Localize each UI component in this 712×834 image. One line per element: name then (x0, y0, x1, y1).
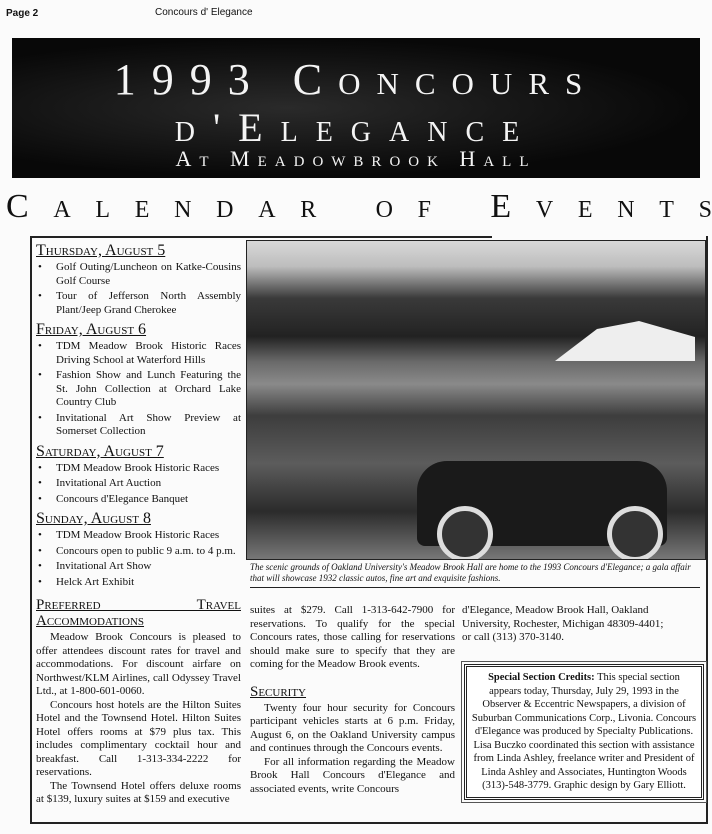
event-item: • Golf Outing/Luncheon on Katke-Cousins Golf Course (56, 261, 241, 288)
heading-letter (341, 188, 351, 226)
event-item: • Invitational Art Show Preview at Somerset Collection (56, 412, 241, 439)
credits-text: This special section appears today, Thursday, July 29, 1993 in the Observer & Eccentric Newspapers, a division of Suburban Communications Corp., Livonia. Concours d'Elegance was produced by Specialty Publications. Lisa Buczko coordinated this section with assistance from Linda Ashley, freelance writer and President of Linda Ashley and Associates, Huntington Woods (313)-548-3779. Graphic design by Gary Elliott. (471, 672, 697, 791)
heading-letter: E (490, 188, 512, 225)
heading-letter: s (698, 188, 712, 225)
heading-letter: l (95, 188, 111, 225)
event-item: • Tour of Jefferson North Assembly Plant/Jeep Grand Cherokee (56, 290, 241, 317)
heading-letter: n (617, 188, 635, 225)
title-banner (12, 38, 700, 178)
heading-letter: C (6, 188, 29, 225)
heading-letter: o (375, 188, 393, 225)
left-column (36, 238, 241, 807)
event-photo (246, 240, 706, 560)
travel-section (36, 597, 241, 807)
day-heading: Thursday, August 5 (36, 242, 166, 259)
page-number: Page 2 (6, 8, 39, 19)
running-title: Concours d' Elegance (155, 7, 253, 18)
paragraph: suites at $279. Call 1-313-642-7900 for reservations. To qualify for the special Concours rates, those calling for reservations should make sure to specify that they are coming for the Meadow Brook events. (250, 604, 455, 670)
paragraph: Concours host hotels are the Hilton Suites Hotel and the Townsend Hotel. Hilton Suites Hotel offers rooms at $79 plus tax. This includes complimentary cocktail hour and breakfast. Call 1-313-334-2222 for reservations. (36, 698, 241, 778)
column-2 (250, 604, 455, 796)
event-item: • TDM Meadow Brook Historic Races (56, 529, 241, 543)
heading-letter: a (53, 188, 71, 225)
event-list (36, 462, 241, 507)
banner-line-3: At Meadowbrook Hall (175, 146, 537, 171)
paragraph: The Townsend Hotel offers deluxe rooms at $139, luxury suites at $159 and executive (36, 779, 241, 805)
heading-letter: a (258, 188, 276, 225)
paragraph: Twenty four hour security for Concours participant vehicles starts at 6 p.m. Friday, August 6, on the Oakland University campus and continues through the Concours events. (250, 701, 455, 754)
event-item: • TDM Meadow Brook Historic Races (56, 462, 241, 476)
car-wheel (437, 506, 493, 560)
paragraph: Meadow Brook Concours is pleased to offer attendees discount rates for travel and accommodations. For discount airfare on Northwest/KLM Airlines, call Odyssey Travel Ltd., at 1-800-601-0060. (36, 631, 241, 697)
event-list (36, 261, 241, 317)
calendar-column (36, 242, 241, 589)
column-3 (462, 604, 672, 645)
heading-letter: r (300, 188, 317, 225)
calendar-heading (6, 188, 712, 226)
event-item: • Fashion Show and Lunch Featuring the St. John Collection at Orchard Lake Country Club (56, 369, 241, 410)
day-heading: Friday, August 6 (36, 321, 147, 338)
event-item: • Helck Art Exhibit (56, 576, 241, 590)
heading-letter: d (216, 188, 234, 225)
event-item: • Concours open to public 9 a.m. to 4 p.m. (56, 545, 241, 559)
tent-shape (555, 321, 695, 361)
event-item: • TDM Meadow Brook Historic Races Driving School at Waterford Hills (56, 340, 241, 367)
event-list (36, 340, 241, 439)
paragraph: For all information regarding the Meadow Brook Hall Concours d'Elegance and associated events, write Concours (250, 755, 455, 795)
heading-letter: e (134, 188, 150, 225)
travel-heading: Preferred Travel Accommodations (36, 597, 241, 629)
photo-caption: The scenic grounds of Oakland University's Meadow Brook Hall are home to the 1993 Concours d'Elegance; a gala affair that will showcase 1932 classic autos, fine art and exquisite fashions. (250, 562, 700, 588)
heading-letter: e (577, 188, 593, 225)
event-item: • Invitational Art Show (56, 560, 241, 574)
event-list (36, 529, 241, 589)
credits-label: Special Section Credits: (488, 672, 595, 683)
heading-letter: f (417, 188, 431, 225)
event-item: • Concours d'Elegance Banquet (56, 493, 241, 507)
day-heading: Saturday, August 7 (36, 442, 164, 460)
banner-line-1: 1993 Concours (113, 55, 599, 104)
heading-letter (456, 188, 466, 226)
car-wheel (607, 506, 663, 560)
heading-letter: v (535, 188, 554, 225)
security-heading: Security (250, 683, 307, 700)
banner-line-2: d'Elegance (174, 105, 538, 150)
event-item: • Invitational Art Auction (56, 477, 241, 491)
day-heading: Sunday, August 8 (36, 510, 151, 527)
credits-box (464, 664, 704, 800)
heading-letter: t (659, 188, 674, 225)
paragraph: d'Elegance, Meadow Brook Hall, Oakland University, Rochester, Michigan 48309-4401; or call (313) 370-3140. (462, 604, 664, 643)
heading-letter: n (174, 188, 192, 225)
